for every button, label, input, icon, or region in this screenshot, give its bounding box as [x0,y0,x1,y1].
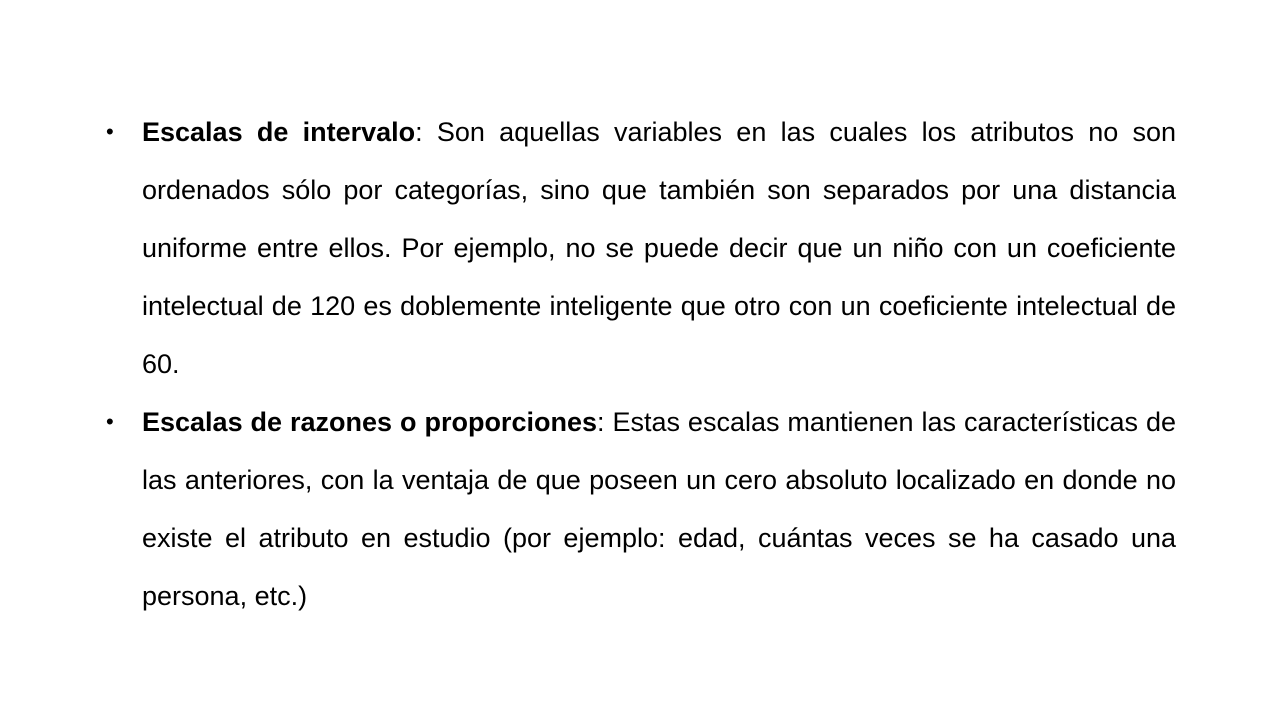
definition-interval-scales: : Son aquellas variables en las cuales los atributos no son ordenados sólo por categorías, sino que también son separados por una distancia uniforme entre ellos. Por ejemplo, no se puede decir que un niño con un coeficiente intelectual de 120 es doblemente inteligente que otro con un coeficiente intelectual de 60. [142,117,1177,379]
bullet-icon: • [106,409,114,434]
term-interval-scales: Escalas de intervalo [142,117,416,147]
bullet-item-ratio-scales [106,393,1176,625]
term-ratio-scales: Escalas de razones o proporciones [142,407,597,437]
bullet-item-interval-scales [106,103,1176,393]
bullet-list [106,103,1176,625]
bullet-icon: • [106,119,114,144]
definition-ratio-scales: : Estas escalas mantienen las características de las anteriores, con la ventaja de que poseen un cero absoluto localizado en donde no existe el atributo en estudio (por ejemplo: edad, cuántas veces se ha casado una persona, etc.) [142,407,1176,611]
